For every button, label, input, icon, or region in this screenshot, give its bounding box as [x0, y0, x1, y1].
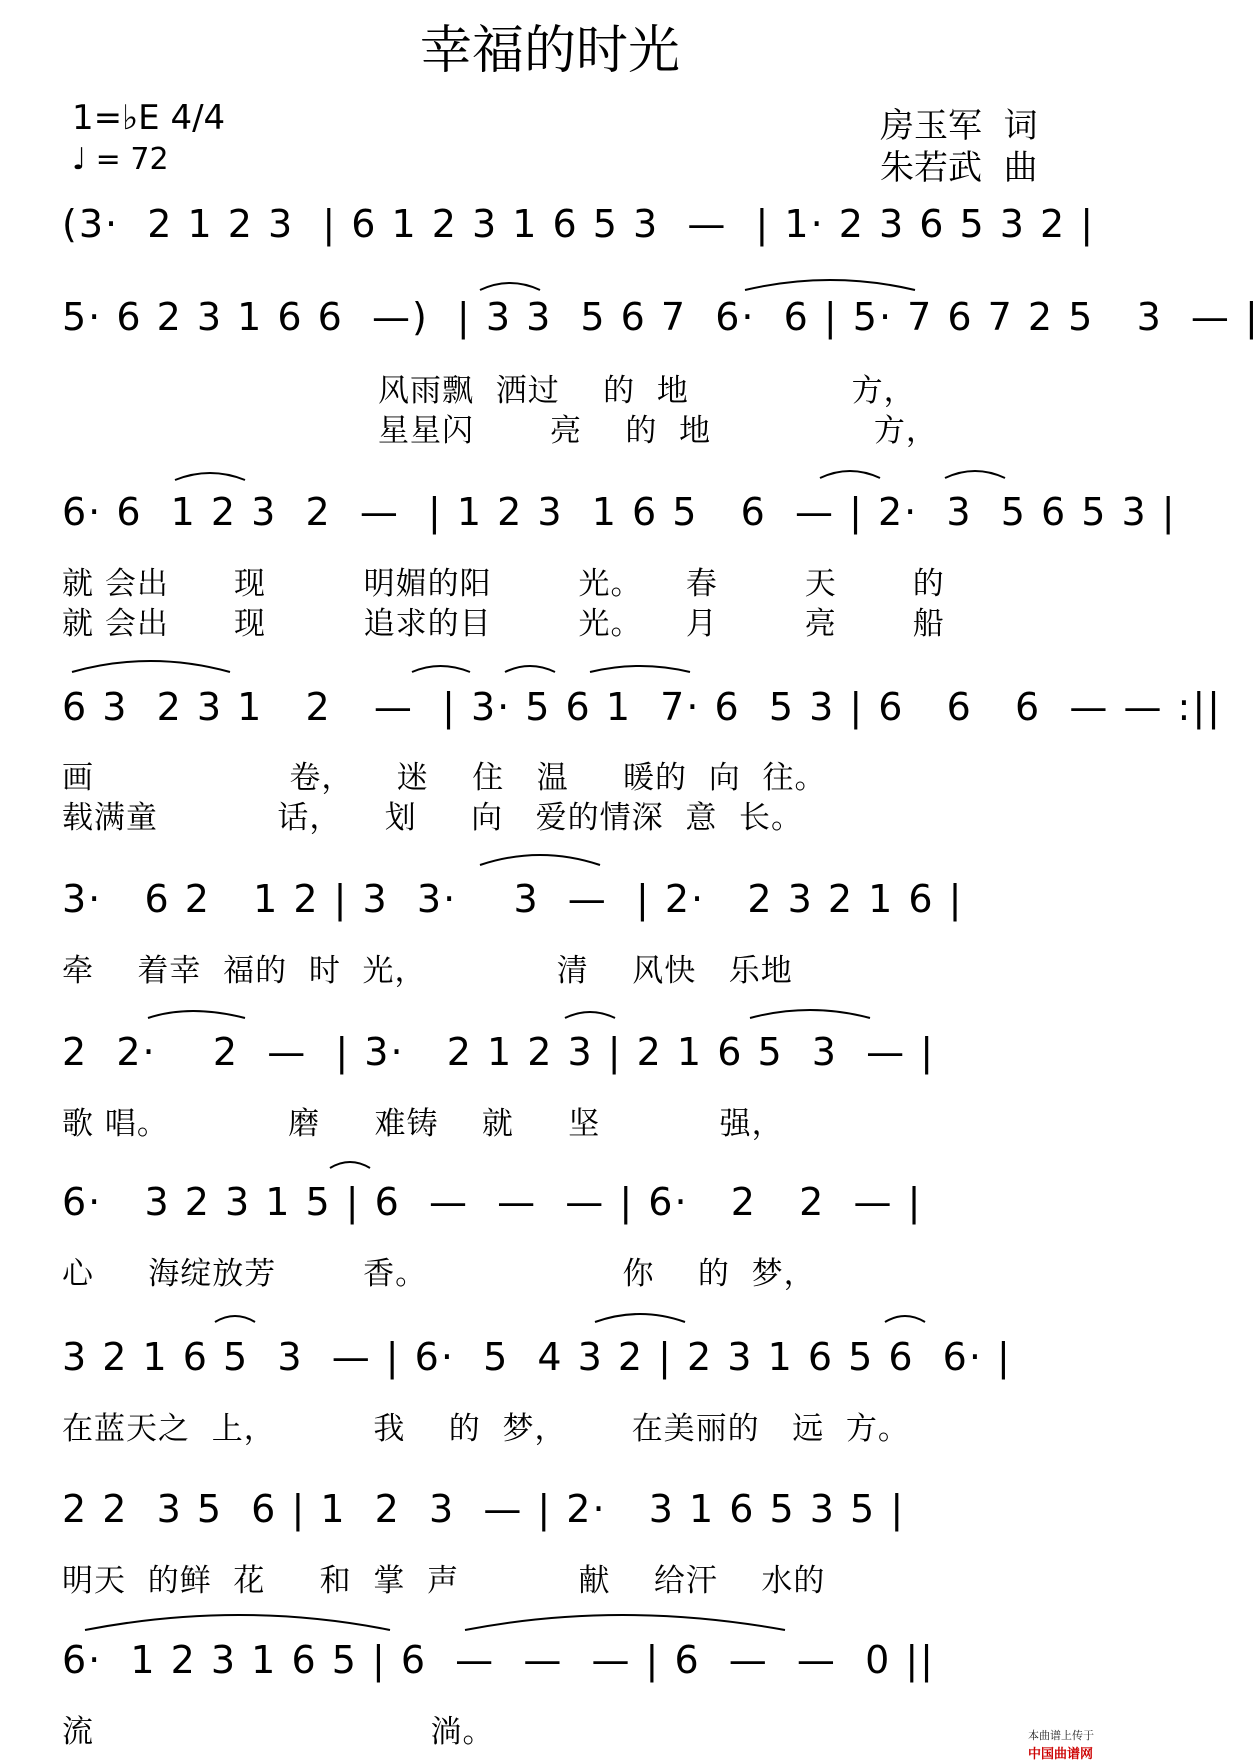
lyrics-row-7: 心 海绽放芳 香。 你 的 梦，: [62, 1256, 816, 1292]
slur: [595, 1314, 685, 1322]
slur: [480, 855, 600, 865]
slur: [945, 471, 1005, 478]
lyrics-row-10: 流 淌。: [62, 1714, 495, 1750]
lyrics-row-3-verse-1: 就 会出 现 明媚的阳 光。 春 天 的: [62, 566, 945, 602]
notation-row-9: 2 2 3 5 6 | 1 2 3 — | 2· 3 1 6 5 3 5 |: [62, 1487, 906, 1531]
slur: [565, 1012, 615, 1018]
slur: [175, 473, 245, 480]
slur: [590, 666, 690, 672]
slur: [885, 1316, 925, 1322]
lyrics-row-2-verse-2: 星星闪 亮 的 地 方，: [378, 413, 938, 449]
key-signature: 1=♭E 4/4: [72, 98, 226, 138]
lyrics-row-4-verse-2: 载满童 话， 划 向 爱的情深 意 长。: [62, 800, 804, 836]
footer-brand[interactable]: 中国曲谱网: [1028, 1747, 1094, 1762]
notation-row-8: 3 2 1 6 5 3 — | 6· 5 4 3 2 | 2 3 1 6 5 6 6· |: [62, 1335, 1012, 1379]
slur: [480, 283, 540, 290]
composer-credit: 朱若武 曲: [880, 148, 1038, 188]
slur: [505, 666, 555, 672]
slur: [215, 1316, 255, 1322]
lyrics-row-5: 牵 着幸 福的 时 光， 清 风快 乐地: [62, 953, 793, 989]
slur: [412, 666, 470, 672]
tempo-marking: ♩ = 72: [72, 142, 169, 177]
slur: [820, 471, 880, 478]
notation-row-1: (3· 2 1 2 3 | 6 1 2 3 1 6 5 3 — | 1· 2 3 6 5 3 2 |: [62, 202, 1096, 246]
lyrics-row-4-verse-1: 画 卷， 迷 住 温 暖的 向 往。: [62, 760, 827, 796]
notation-row-6: 2 2· 2 — | 3· 2 1 2 3 | 2 1 6 5 3 — |: [62, 1030, 935, 1074]
slur: [745, 280, 915, 290]
slur: [148, 1011, 245, 1018]
notation-row-7: 6· 3 2 3 1 5 | 6 — — — | 6· 2 2 — |: [62, 1180, 923, 1224]
slur: [750, 1010, 870, 1018]
page-title: 幸福的时光: [419, 21, 680, 81]
upload-footer: [1021, 1714, 1094, 1762]
footer-text: 本曲谱上传于: [1028, 1729, 1094, 1742]
lyricist-credit: 房玉军 词: [880, 106, 1038, 146]
notation-row-4: 6 3 2 3 1 2 — | 3· 5 6 1 7· 6 5 3 | 6 6 6 — — :||: [62, 685, 1222, 729]
lyrics-row-8: 在蓝天之 上， 我 的 梦， 在美丽的 远 方。: [62, 1411, 910, 1447]
lyrics-row-2-verse-1: 风雨飘 洒过 的 地 方，: [378, 373, 916, 409]
notation-row-10: 6· 1 2 3 1 6 5 | 6 — — — | 6 — — 0 ||: [62, 1638, 935, 1682]
slur: [72, 661, 230, 672]
notation-row-3: 6· 6 1 2 3 2 — | 1 2 3 1 6 5 6 — | 2· 3 5 6 5 3 |: [62, 490, 1177, 534]
slur: [85, 1615, 390, 1630]
notation-row-5: 3· 6 2 1 2 | 3 3· 3 — | 2· 2 3 2 1 6 |: [62, 877, 964, 921]
lyrics-row-9: 明天 的鲜 花 和 掌 声 献 给汗 水的: [62, 1563, 826, 1599]
notation-row-2: 5· 6 2 3 1 6 6 —) | 3 3 5 6 7 6· 6 | 5· 7 6 7 2 5 3 — |: [62, 295, 1260, 339]
lyrics-row-6: 歌 唱。 磨 难铸 就 坚 强，: [62, 1106, 784, 1142]
slur: [330, 1162, 370, 1168]
lyrics-row-3-verse-2: 就 会出 现 追求的目 光。 月 亮 船: [62, 606, 945, 642]
slur: [465, 1615, 785, 1630]
